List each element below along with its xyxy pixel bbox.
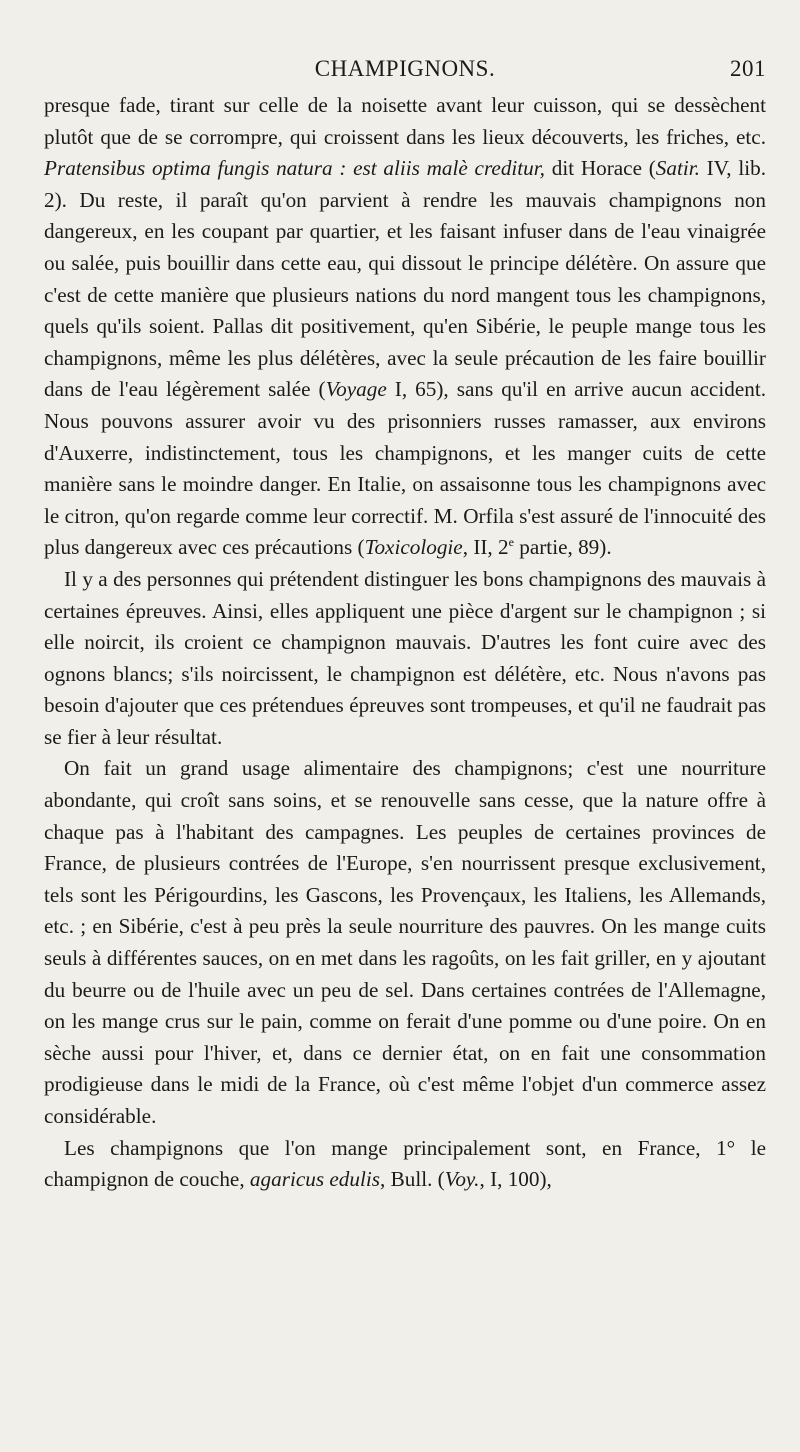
text-run: dit Horace ( (544, 156, 656, 181)
text-run: , I, 100), (479, 1167, 552, 1192)
running-title: CHAMPIGNONS. (314, 56, 496, 81)
text-run: IV, lib. 2). Du reste, il paraît qu'on parvient à rendre les mauvais champignons non dangereux, en les coupant par quartier, et les faisant infuser dans de l'eau vinaigrée ou salée, puis bouillir dans cette eau, qui dissout le principe délétère. On assure que c'est de cette manière que plusieurs nations du nord mangent tous les champignons, quels qu'ils soient. Pallas dit positivement, qu'en Sibérie, le peuple mange tous les champignons, même les plus délétères, avec la seule précaution de les faire bouillir dans de l'eau légèrement salée ( (44, 156, 766, 402)
body-text (44, 90, 766, 1196)
text-run: On fait un grand usage alimentaire des champignons; c'est une nourriture abondante, qui croît sans soins, et se renouvelle sans cesse, que la nature offre à chaque pas à l'habitant des campagnes. Les peuples de certaines provinces de France, de plusieurs contrées de l'Europe, s'en nourrissent presque exclusivement, tels sont les Périgourdins, les Gascons, les Provençaux, les Italiens, les Allemands, etc. ; en Sibérie, c'est à peu près la seule nourriture des pauvres. On les mange cuits seuls à différentes sauces, on en met dans les ragoûts, on les fait griller, en y ajoutant du beurre ou de l'huile avec un peu de sel. Dans certaines contrées de l'Allemagne, on les mange crus sur le pain, comme on ferait d'une pomme ou d'une poire. On en sèche aussi pour l'hiver, et, dans ce dernier état, on en fait une consommation prodigieuse dans le midi de la France, où c'est même l'objet d'un commerce assez considérable. (44, 756, 766, 1128)
text-run: partie, 89). (513, 535, 612, 560)
superscript-text: e (508, 535, 514, 550)
italic-text: Pratensibus optima fungis natura : est aliis malè creditur, (44, 156, 545, 181)
text-run: Les champignons que l'on mange principalement sont, en France, 1° le champignon de couche, (44, 1135, 766, 1192)
text-run: , Bull. ( (380, 1167, 445, 1192)
italic-text: Voyage (325, 377, 387, 402)
page-number: 201 (730, 56, 766, 81)
italic-text: Satir. (655, 156, 700, 181)
page-header (44, 56, 766, 90)
italic-text: Toxicologie (364, 535, 463, 560)
paragraph-1 (44, 90, 766, 564)
italic-text: agaricus edulis (249, 1167, 380, 1192)
paragraph-4 (44, 1133, 766, 1196)
text-run: , II, 2 (462, 535, 509, 560)
paragraph-3 (44, 753, 766, 1132)
text-run: presque fade, tirant sur celle de la noisette avant leur cuisson, qui se dessèchent plutôt que de se corrompre, qui croissent dans les lieux découverts, les friches, etc. (44, 93, 766, 149)
text-run: Il y a des personnes qui prétendent distinguer les bons champignons des mauvais à certaines épreuves. Ainsi, elles appliquent une pièce d'argent sur le champignon ; si elle noircit, ils croient ce champignon mauvais. D'autres les font cuire avec des ognons blancs; s'ils noircissent, le champignon est délétère, etc. Nous n'avons pas besoin d'ajouter que ces prétendues épreuves sont trompeuses, et qu'il ne faudrait pas se fier à leur résultat. (44, 566, 766, 749)
italic-text: Voy. (444, 1167, 480, 1192)
text-run: I, 65), sans qu'il en arrive aucun accident. Nous pouvons assurer avoir vu des prisonniers russes ramasser, aux environs d'Auxerre, indistinctement, tous les champignons, et les manger cuits de cette manière sans le moindre danger. En Italie, on assaisonne tous les champignons avec le citron, qu'on regarde comme leur correctif. M. Orfila s'est assuré de l'innocuité des plus dangereux avec ces précautions ( (44, 377, 767, 560)
paragraph-2 (44, 564, 766, 754)
